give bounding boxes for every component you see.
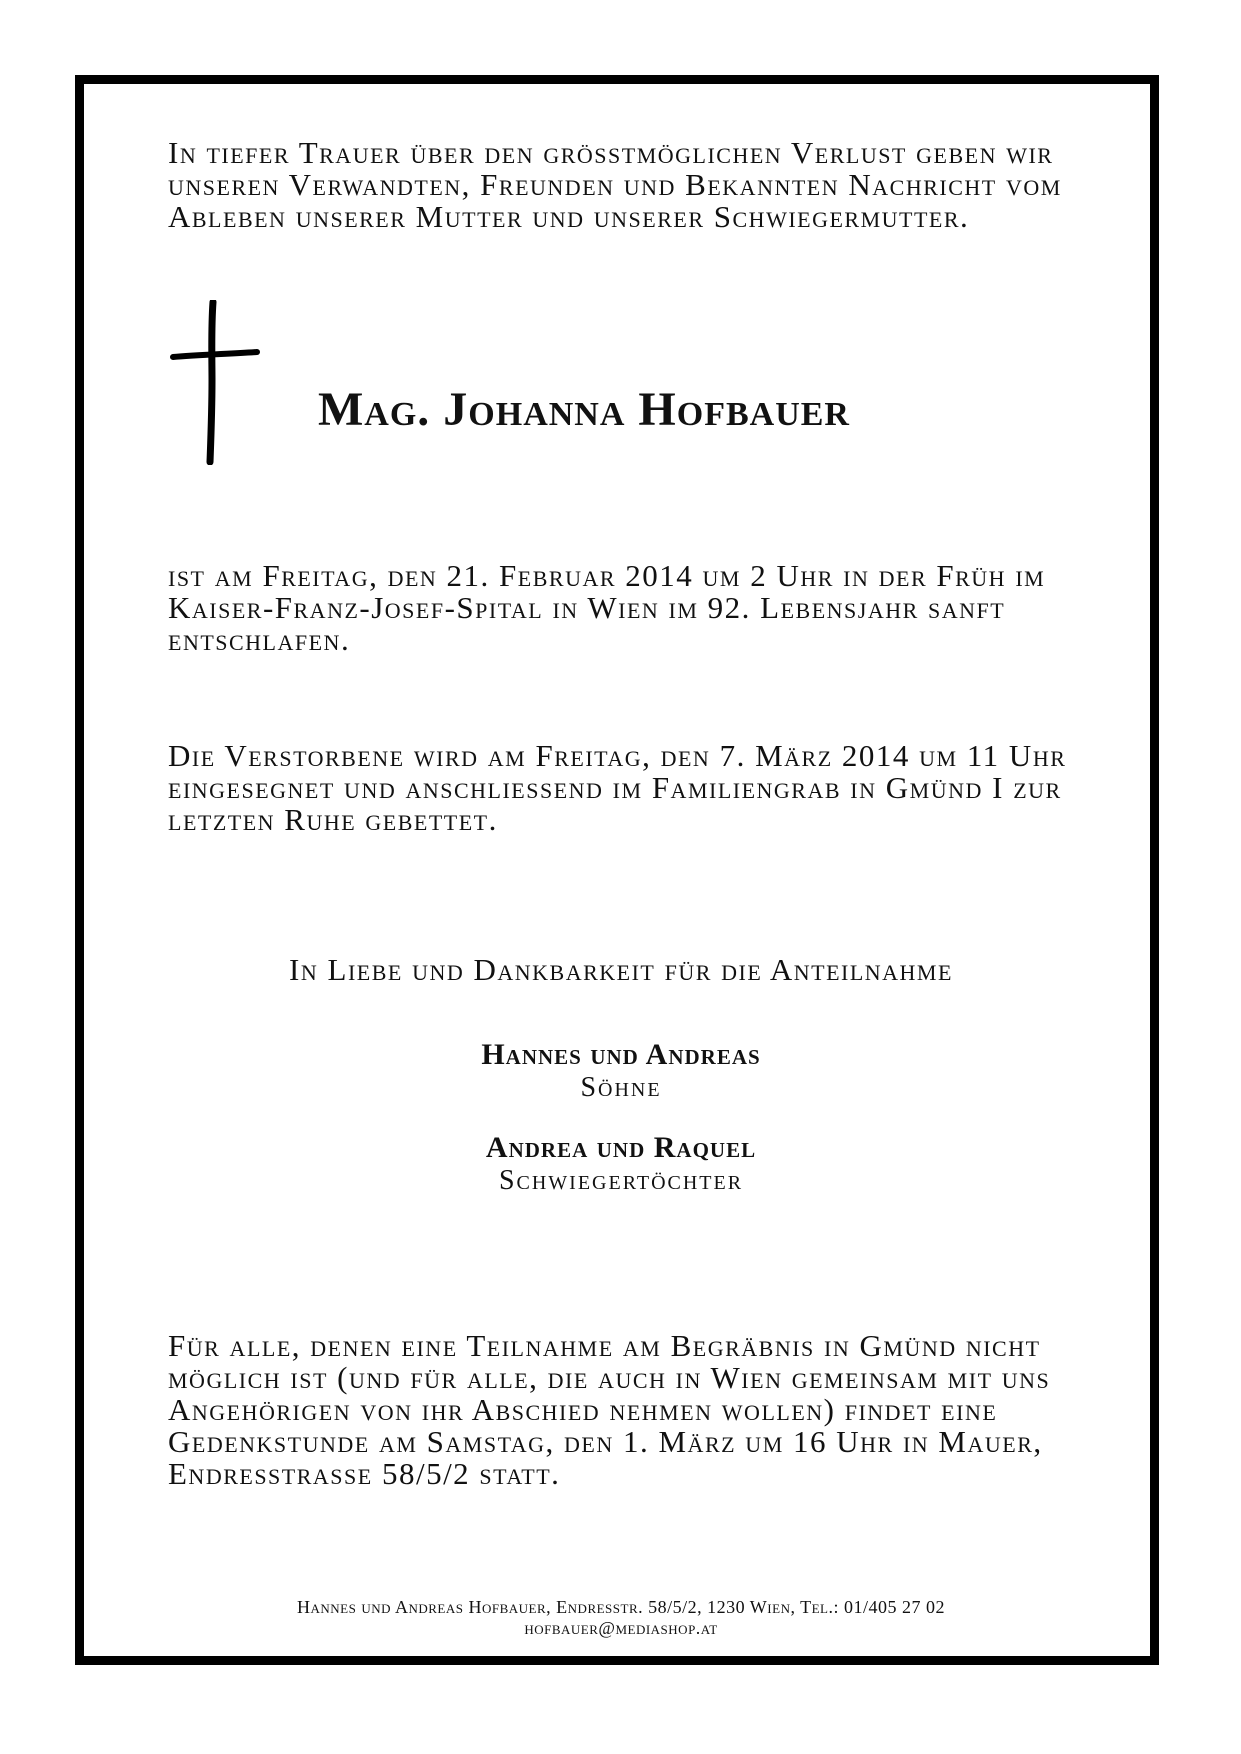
footer-email: hofbauer@mediashop.at: [524, 1618, 718, 1638]
signer-relation: Söhne: [580, 1072, 662, 1103]
funeral-notice: Die Verstorbene wird am Freitag, den 7. März 2014 um 11 Uhr eingesegnet und anschliessend im Familiengrab in Gmünd I zur letzten Ruhe gebettet.: [168, 738, 1067, 837]
footer-address: Hannes und Andreas Hofbauer, Endresstr. 58/5/2, 1230 Wien, Tel.: 01/405 27 02: [296, 1597, 946, 1617]
thanks-line: In Liebe und Dankbarkeit für die Anteilnahme: [289, 952, 953, 987]
signer-names: Andrea und Raquel: [485, 1131, 757, 1164]
signer-block: [168, 1038, 1074, 1104]
contact-footer: [168, 1597, 1074, 1639]
deceased-name: Mag. Johanna Hofbauer: [318, 383, 850, 436]
signer-relation: Schwiegertöchter: [498, 1165, 744, 1196]
signer-names: Hannes und Andreas: [481, 1038, 761, 1071]
memorial-notice: Für alle, denen eine Teilnahme am Begräbnis in Gmünd nicht möglich ist (und für alle, die auch in Wien gemeinsam mit uns Angehörigen von ihr Abschied nehmen wollen) findet eine Gedenkstunde am Samstag, den 1. März um 16 Uhr in Mauer, Endresstrasse 58/5/2 statt.: [168, 1328, 1051, 1491]
intro-paragraph: In tiefer Trauer über den grösstmöglichen Verlust geben wir unseren Verwandten, Freunden und Bekannten Nachricht vom Ableben unserer Mutter und unserer Schwiegermutter.: [168, 135, 1062, 234]
death-notice: ist am Freitag, den 21. Februar 2014 um 2 Uhr in der Früh im Kaiser-Franz-Josef-Spital in Wien im 92. Lebensjahr sanft entschlafen.: [168, 558, 1046, 657]
cross-icon: [170, 300, 260, 465]
signer-block: [168, 1131, 1074, 1197]
